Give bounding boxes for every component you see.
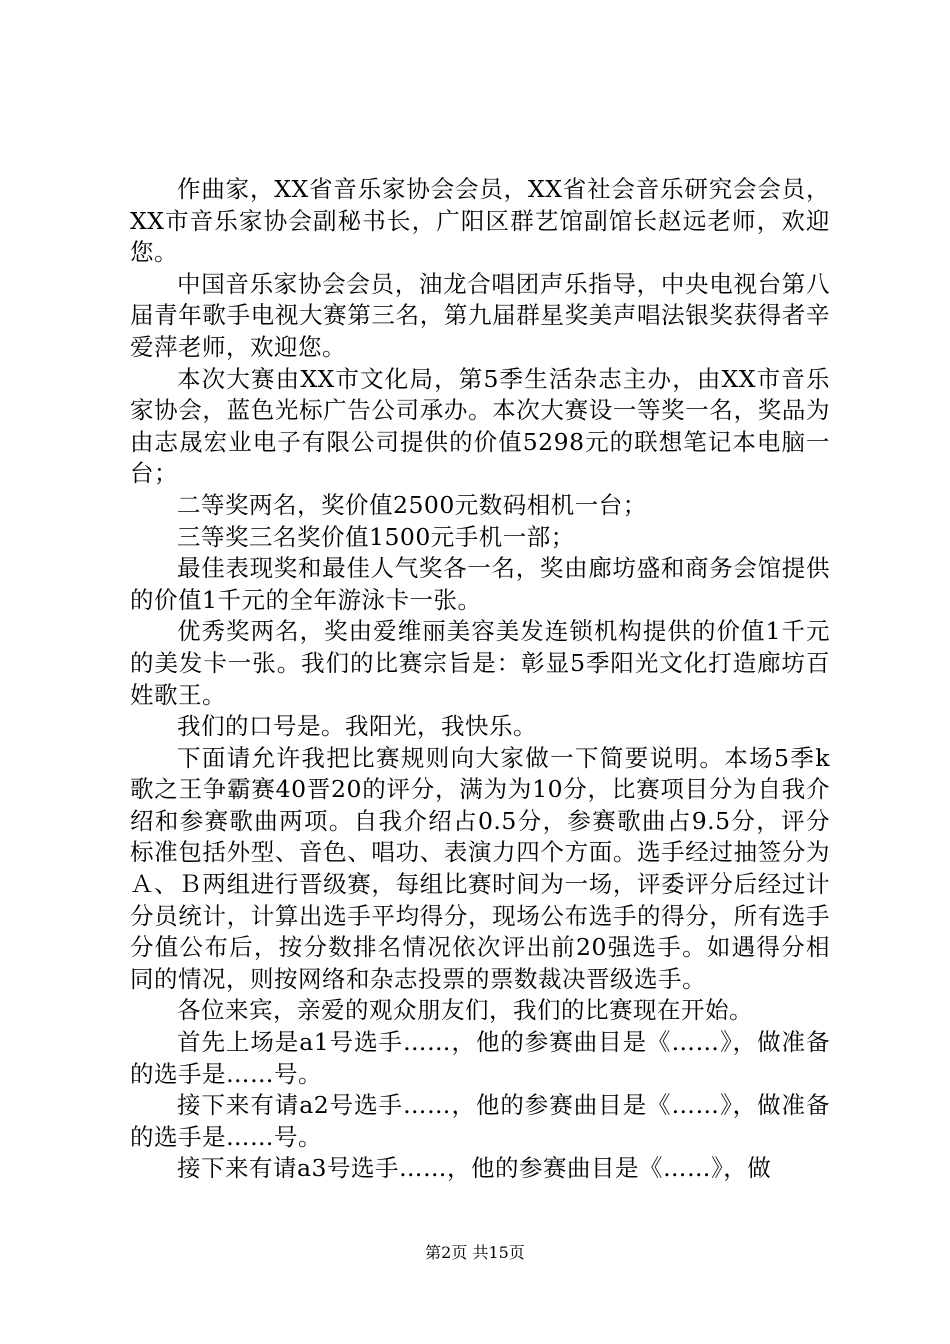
paragraph-slogan: 我们的口号是。我阳光，我快乐。 [177, 712, 537, 741]
page-number-footer: 第2页 共15页 [425, 1243, 525, 1262]
paragraph-excellence-award: 优秀奖两名，奖由爱维丽美容美发连锁机构提供的价值1千元的美发卡一张。我们的比赛宗旨是：彰显5季阳光文化打造廊坊百姓歌王。 [130, 617, 830, 709]
paragraph-judge-xin: 中国音乐家协会会员，油龙合唱团声乐指导，中央电视台第八届青年歌手电视大赛第三名，第九届群星奖美声唱法银奖获得者辛爱萍老师，欢迎您。 [130, 269, 830, 361]
paragraph-contestant-a2: 接下来有请a2号选手……，他的参赛曲目是《……》，做准备的选手是……号。 [130, 1091, 830, 1151]
paragraph-organizers-first-prize: 本次大赛由XX市文化局，第5季生活杂志主办，由XX市音乐家协会，蓝色光标广告公司承办。本次大赛设一等奖一名，奖品为由志晟宏业电子有限公司提供的价值5298元的联想笔记本电脑一台； [130, 364, 830, 488]
paragraph-contestant-a3: 接下来有请a3号选手……，他的参赛曲目是《……》，做 [177, 1154, 772, 1183]
paragraph-judge-zhao: 作曲家，XX省音乐家协会会员，XX省社会音乐研究会会员，XX市音乐家协会副秘书长，广阳区群艺馆副馆长赵远老师，欢迎您。 [130, 175, 830, 267]
document-body [130, 174, 830, 1185]
paragraph-second-prize: 二等奖两名，奖价值2500元数码相机一台； [177, 490, 647, 519]
paragraph-contestant-a1: 首先上场是a1号选手……，他的参赛曲目是《……》，做准备的选手是……号。 [130, 1028, 830, 1088]
paragraph-third-prize: 三等奖三名奖价值1500元手机一部； [177, 522, 575, 551]
paragraph-rules: 下面请允许我把比赛规则向大家做一下简要说明。本场5季k歌之王争霸赛40晋20的评分，满为为10分，比赛项目分为自我介绍和参赛歌曲两项。自我介绍占0.5分，参赛歌曲占9.5分，评分标准包括外型、音色、唱功、表演力四个方面。选手经过抽签分为Ａ、Ｂ两组进行晋级赛，每组比赛时间为一场，评委评分后经过计分员统计，计算出选手平均得分，现场公布选手的得分，所有选手分值公布后，按分数排名情况依次评出前20强选手。如遇得分相同的情况，则按网络和杂志投票的票数裁决晋级选手。 [130, 743, 830, 993]
paragraph-start: 各位来宾，亲爱的观众朋友们，我们的比赛现在开始。 [177, 996, 753, 1025]
paragraph-performance-popularity-award: 最佳表现奖和最佳人气奖各一名，奖由廊坊盛和商务会馆提供的价值1千元的全年游泳卡一张。 [130, 554, 830, 614]
